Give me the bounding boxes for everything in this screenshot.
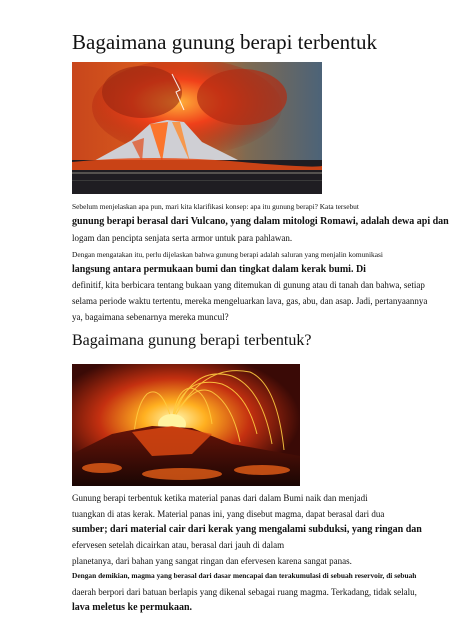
paragraph-line: sumber; dari material cair dari kerak yang mengalami subduksi, yang ringan dan	[72, 524, 422, 535]
paragraph-line: tuangkan di atas kerak. Material panas ini, yang disebut magma, dapat berasal dari dua	[72, 509, 385, 519]
paragraph-line: langsung antara permukaan bumi dan tingkat dalam kerak bumi. Di	[72, 264, 366, 275]
paragraph-line: Dengan demikian, magma yang berasal dari dasar mencapai dan terakumulasi di sebuah reservoir, di sebuah	[72, 571, 417, 580]
paragraph-line: logam dan pencipta senjata serta armor untuk para pahlawan.	[72, 233, 293, 243]
paragraph-line: Sebelum menjelaskan apa pun, mari kita klarifikasi konsep: apa itu gunung berapi? Kata tersebut	[72, 202, 359, 211]
page-title: Bagaimana gunung berapi terbentuk	[72, 30, 377, 54]
paragraph-line: ya, bagaimana sebenarnya mereka muncul?	[72, 312, 229, 322]
paragraph-line: gunung berapi berasal dari Vulcano, yang dalam mitologi Romawi, adalah dewa api dan	[72, 216, 449, 227]
section-heading: Bagaimana gunung berapi terbentuk?	[72, 332, 312, 349]
paragraph-line: definitif, kita berbicara tentang bukaan yang ditemukan di gunung atau di tanah dan bahwa, setiap	[72, 280, 425, 290]
paragraph-line: selama periode waktu tertentu, mereka mengeluarkan lava, gas, abu, dan asap. Jadi, pertanyaannya	[72, 296, 428, 306]
paragraph-line: efervesen setelah dicairkan atau, berasal dari jauh di dalam	[72, 540, 285, 550]
paragraph-line: Gunung berapi terbentuk ketika material panas dari dalam Bumi naik dan menjadi	[72, 493, 368, 503]
paragraph-line: lava meletus ke permukaan.	[72, 602, 192, 613]
paragraph-line: daerah berpori dari batuan berlapis yang dikenal sebagai ruang magma. Terkadang, tidak selalu,	[72, 587, 417, 597]
lava-fountain-image	[72, 364, 300, 486]
volcano-eruption-image	[72, 62, 322, 194]
paragraph-line: Dengan mengatakan itu, perlu dijelaskan bahwa gunung berapi adalah saluran yang menjalin komunikasi	[72, 250, 383, 259]
paragraph-line: planetanya, dari bahan yang sangat ringan dan efervesen karena sangat panas.	[72, 556, 352, 566]
